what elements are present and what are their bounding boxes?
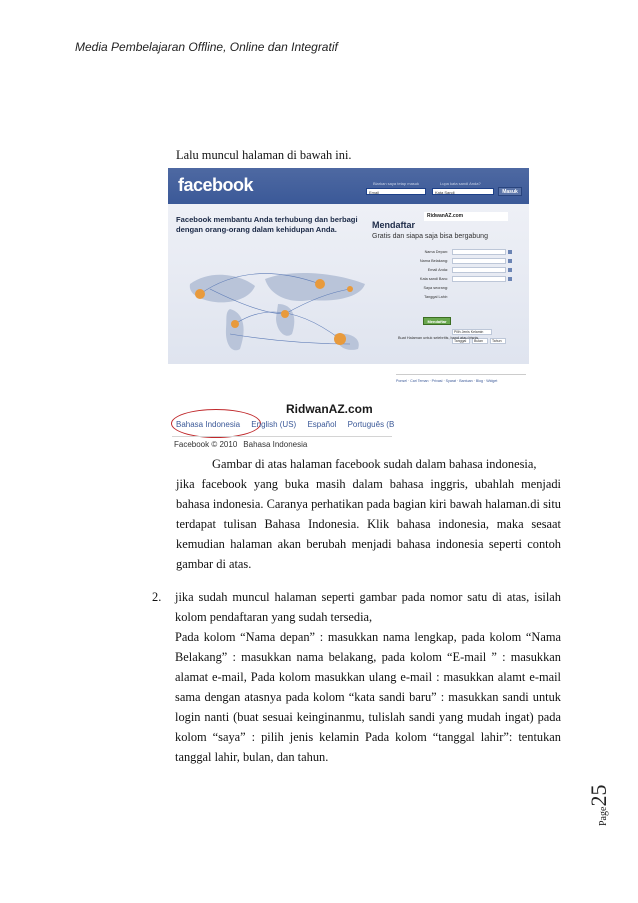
copyright-divider (172, 436, 392, 437)
facebook-tagline: Facebook membantu Anda terhubung dan berbagi dengan orang-orang dalam kehidupan Anda. (176, 215, 358, 234)
login-hint-remember: Biarkan saya tetap masuk (373, 181, 420, 186)
field-input (452, 267, 506, 273)
field-label: Tanggal Lahir: (424, 295, 448, 299)
watermark-small: RidwanAZ.com (424, 212, 508, 221)
list-item-two (175, 587, 561, 767)
copyright-language: Bahasa Indonesia (243, 440, 308, 449)
copyright-line (174, 440, 307, 449)
month-select: Bulan (472, 338, 488, 344)
paragraph-one-first-line: Gambar di atas halaman facebook sudah dalam bahasa indonesia, (212, 457, 537, 471)
check-icon (508, 250, 512, 254)
language-english: English (US) (251, 420, 297, 429)
intro-text: Lalu muncul halaman di bawah ini. (176, 148, 352, 162)
paragraph-one (176, 454, 561, 574)
copyright-text: Facebook © 2010 (174, 440, 238, 449)
page-word: Page (598, 806, 609, 826)
check-icon (508, 277, 512, 281)
signup-subtitle: Gratis dan siapa saja bisa bergabung (372, 233, 488, 240)
email-login-field: Email (366, 188, 426, 195)
field-input (452, 258, 506, 264)
signup-button: Mendaftar (423, 317, 451, 325)
facebook-logo: facebook (178, 175, 254, 195)
language-bahasa-indonesia: Bahasa Indonesia (176, 420, 241, 429)
world-map-illustration (170, 254, 380, 374)
facebook-top-bar (168, 168, 529, 204)
login-button: Masuk (498, 187, 522, 196)
facebook-screenshot (168, 168, 529, 455)
year-select: Tahun (490, 338, 506, 344)
field-input (452, 276, 506, 282)
page-number (586, 770, 626, 830)
paragraph-one-body: jika facebook yang buka masih dalam bahasa inggris, ubahlah menjadi bahasa indonesia. Caranya perhatikan pada bagian kiri bawah halaman.di situ terdapat tulisan Bahasa Indonesia. Klik bahasa indonesia, maka sesaat kemudian halaman akan berubah menjadi bahasa indonesia seperti contoh gambar di atas. (176, 477, 561, 571)
field-label: Saya seorang: (423, 286, 448, 290)
field-label: Nama Belakang: (419, 259, 448, 263)
field-label: Email Anda: (427, 268, 448, 272)
language-espanol: Español (307, 420, 337, 429)
field-input (452, 249, 506, 255)
create-page-note: Buat Halaman untuk selebritis, band atau bisnis. (398, 336, 480, 340)
field-label: Nama Depan: (424, 250, 448, 254)
facebook-body (168, 204, 529, 364)
check-icon (508, 259, 512, 263)
gender-select: Pilih Jenis Kelamin (452, 329, 492, 335)
day-select: Tanggal (452, 338, 470, 344)
field-label: Kata sandi Baru: (419, 277, 448, 281)
footer-divider (396, 374, 526, 375)
list-number: 2. (152, 590, 162, 604)
watermark-big: RidwanAZ.com (286, 402, 373, 416)
check-icon (508, 268, 512, 272)
page-number-value: 25 (586, 784, 611, 807)
running-header: Media Pembelajaran Offline, Online dan Integratif (75, 40, 338, 54)
signup-title: Mendaftar (372, 220, 416, 230)
footer-links: Ponsel · Cari Teman · Privasi · Syarat · Bantuan · Blog · Widget (396, 379, 498, 383)
language-portugues: Português (B (347, 420, 395, 429)
language-list (176, 420, 403, 429)
list-item-two-intro: jika sudah muncul halaman seperti gambar pada nomor satu di atas, isilah kolom pendaftaran yang sudah tersedia, (175, 590, 561, 624)
login-hint-forgot: Lupa kata sandi Anda? (440, 181, 481, 186)
list-item-two-body: Pada kolom “Nama depan” : masukkan nama lengkap, pada kolom “Nama Belakang” : masukkan nama belakang, pada kolom “E-mail ” : masukkan alamat e-mail, Pada kolom masukkan ulang e-mail : masukkan alamt e-mail sama dengan atasnya pada kolom “kata sandi baru” : masukkan sandi untuk login nanti (buat sesuai keinginanmu, tulislah sandi yang mudah ingat) pada kolom “saya” : pilih jenis kelamin Pada kolom “tanggal lahir”: tentukan tanggal lahir, bulan, dan tahun. (175, 630, 561, 764)
password-login-field: Kata Sandi (432, 188, 494, 195)
